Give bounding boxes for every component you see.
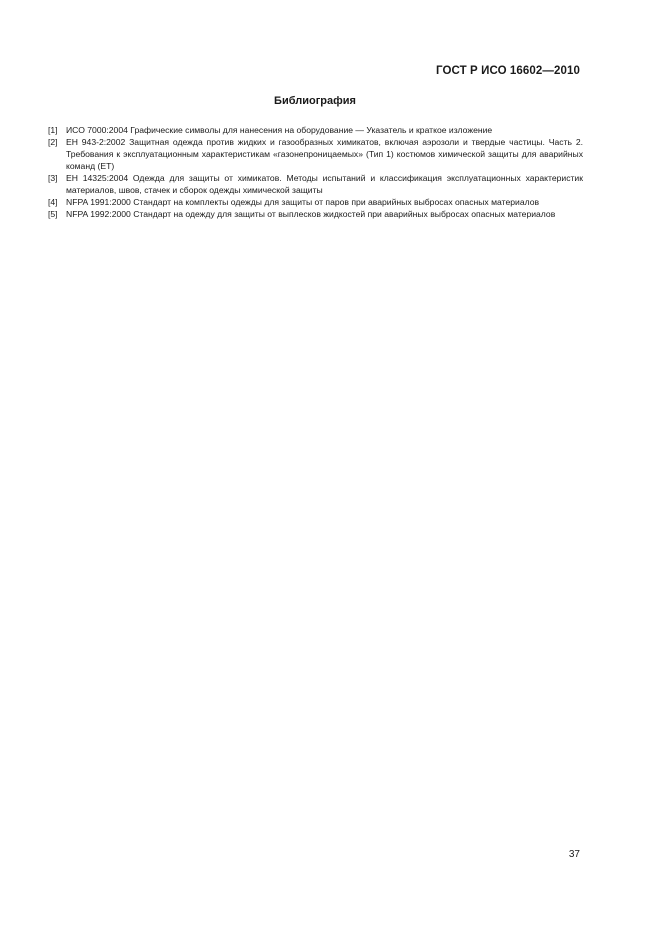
- bibliography-entry-1: [48, 124, 583, 136]
- page-number: 37: [568, 849, 580, 860]
- bibliography-entry-2: [48, 136, 583, 172]
- bibliography-entry-text: ИСО 7000:2004 Графические символы для нанесения на оборудование — Указатель и краткое изложение: [66, 125, 493, 135]
- bibliography-entry-4: [48, 196, 583, 208]
- bibliography-entry-number: [5]: [48, 209, 58, 219]
- bibliography-list: [48, 124, 583, 220]
- bibliography-entry-text: ЕН 14325:2004 Одежда для защиты от химикатов. Методы испытаний и классификация эксплуатационных характеристик материалов, швов, стачек и сборок одежды химической защиты: [66, 173, 583, 195]
- bibliography-entry-3: [48, 172, 583, 196]
- bibliography-entry-text: NFPA 1992:2000 Стандарт на одежду для защиты от выплесков жидкостей при аварийных выбросах опасных материалов: [66, 209, 556, 219]
- bibliography-entry-number: [2]: [48, 137, 58, 147]
- bibliography-entry-text: ЕН 943-2:2002 Защитная одежда против жидких и газообразных химикатов, включая аэрозоли и твердые частицы. Часть 2. Требования к эксплуатационным характеристикам «газонепроницаемых» (Тип 1) костюмов химической защиты для аварийных команд (ET): [66, 137, 583, 171]
- bibliography-entry-number: [4]: [48, 197, 58, 207]
- bibliography-title: Библиография: [274, 95, 356, 107]
- bibliography-entry-number: [3]: [48, 173, 58, 183]
- document-header-code: ГОСТ Р ИСО 16602—2010: [435, 65, 580, 77]
- bibliography-entry-5: [48, 208, 583, 220]
- bibliography-entry-text: NFPA 1991:2000 Стандарт на комплекты одежды для защиты от паров при аварийных выбросах опасных материалов: [66, 197, 540, 207]
- bibliography-entry-number: [1]: [48, 125, 58, 135]
